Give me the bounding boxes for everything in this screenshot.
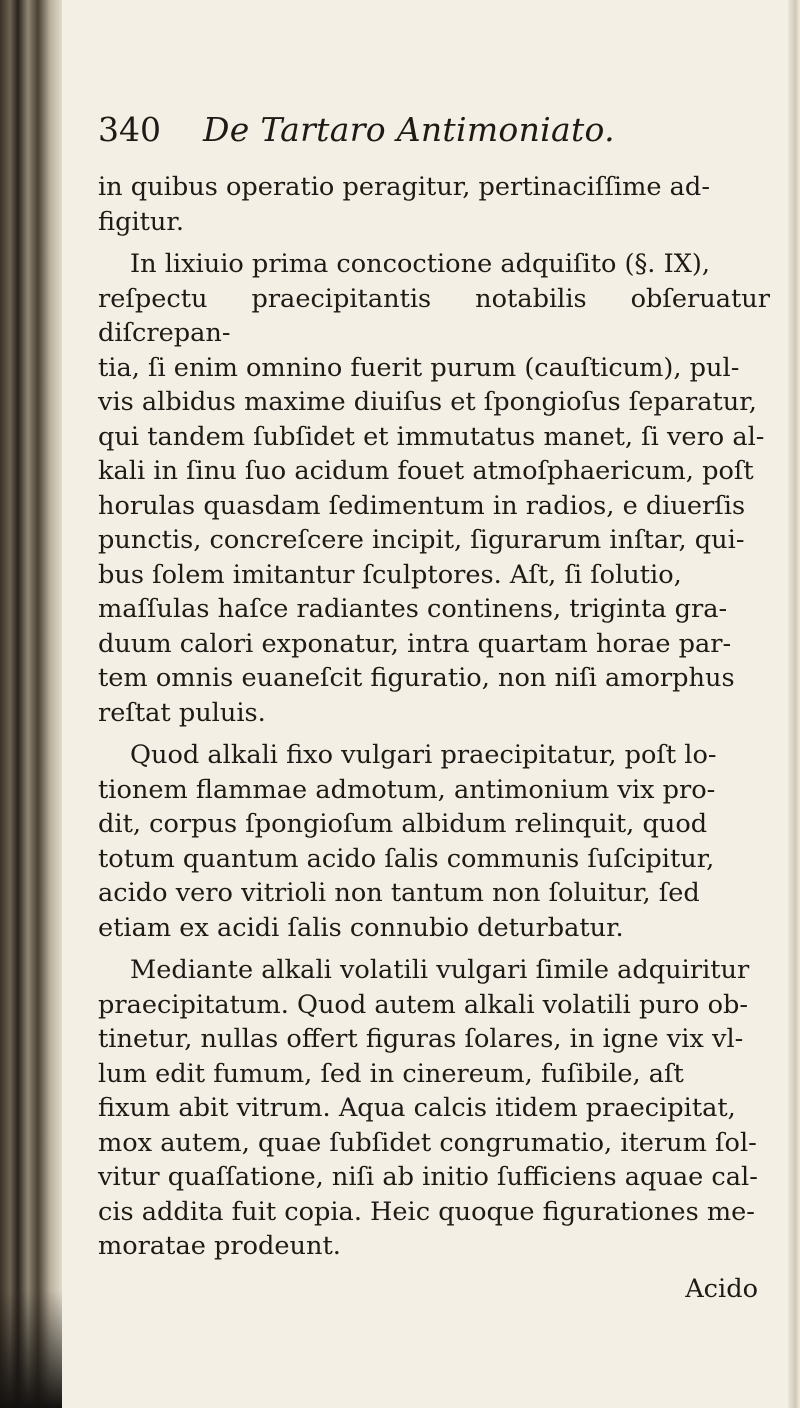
text-line: etiam ex acidi ſalis connubio deturbatur.	[98, 912, 624, 943]
paragraph-4	[98, 953, 770, 1264]
text-line: qui tandem ſubſidet et immutatus manet, ſi vero al-	[98, 421, 765, 452]
text-line: totum quantum acido ſalis communis ſuſcipitur,	[98, 843, 715, 874]
text-line: maſſulas haſce radiantes continens, triginta gra-	[98, 594, 728, 624]
text-line: in quibus operatio peragitur, pertinaciſſime ad-	[98, 172, 710, 202]
text-line: horulas quasdam ſedimentum in radios, e diuerſis	[98, 490, 746, 521]
text-line: praecipitatum. Quod autem alkali volatili puro ob-	[98, 989, 749, 1020]
paragraph-1	[98, 170, 770, 239]
text-line: tionem flammae admotum, antimonium vix pro-	[98, 774, 716, 805]
text-line: vis albidus maxime diuiſus et ſpongioſus ſeparatur,	[98, 387, 757, 417]
text-line: Quod alkali fixo vulgari praecipitatur, poſt lo-	[130, 740, 717, 770]
text-line: moratae prodeunt.	[98, 1231, 341, 1261]
text-line: kali in ſinu ſuo acidum fouet atmoſphaericum, poſt	[98, 456, 754, 486]
text-line: dit, corpus ſpongioſum albidum relinquit, quod	[98, 809, 708, 839]
text-line: reſtat puluis.	[98, 697, 266, 728]
book-page	[98, 110, 770, 1306]
text-line: tinetur, nullas offert figuras ſolares, in igne vix vl-	[98, 1024, 744, 1054]
text-line: In lixiuio prima concoctione adquiſito (§. IX),	[130, 249, 711, 279]
text-line: cis addita fuit copia. Heic quoque figurationes me-	[98, 1196, 755, 1227]
text-line: Mediante alkali volatili vulgari ſimile adquiritur	[130, 955, 750, 985]
text-line: fixum abit vitrum. Aqua calcis itidem praecipitat,	[98, 1093, 736, 1123]
text-line: tem omnis euaneſcit figuratio, non niſi amorphus	[98, 663, 735, 693]
text-line: duum calori exponatur, intra quartam horae par-	[98, 628, 732, 659]
catchword: Acido	[685, 1273, 758, 1304]
running-header	[98, 110, 770, 150]
text-line: punctis, concreſcere incipit, ſigurarum inſtar, qui-	[98, 525, 745, 555]
text-line: lum edit fumum, ſed in cinereum, fuſibile, aſt	[98, 1058, 684, 1089]
text-line: tia, ſi enim omnino fuerit purum (cauſticum), pul-	[98, 352, 740, 383]
text-line: bus ſolem imitantur ſculptores. Aſt, ſi ſolutio,	[98, 559, 682, 590]
text-line: figitur.	[98, 206, 184, 237]
text-line: reſpectu praecipitantis notabilis obſeruatur diſcrepan-	[98, 283, 770, 348]
page-number: 340	[98, 110, 161, 149]
text-line: acido vero vitrioli non tantum non ſoluitur, ſed	[98, 878, 700, 908]
running-title: De Tartaro Antimoniato.	[203, 110, 615, 149]
paragraph-2	[98, 247, 770, 730]
page-edge	[788, 0, 800, 1408]
book-spine-shadow	[0, 0, 62, 1408]
text-line: vitur quaſſatione, niſi ab initio ſufficiens aquae cal-	[98, 1162, 758, 1192]
text-line: mox autem, quae ſubſidet congrumatio, iterum ſol-	[98, 1127, 757, 1158]
paragraph-3	[98, 738, 770, 945]
